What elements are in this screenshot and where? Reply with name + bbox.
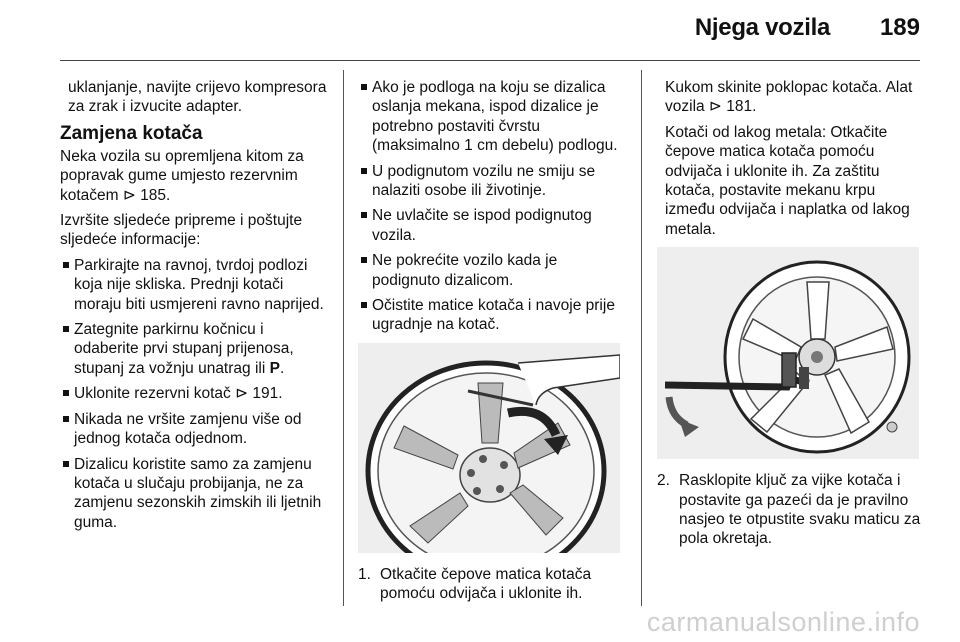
header-rule bbox=[60, 60, 920, 61]
page-number: 189 bbox=[879, 14, 920, 41]
list-item: Uklonite rezervni kotač ⊳ 191. bbox=[60, 384, 332, 403]
step-number: 2. bbox=[657, 472, 670, 490]
paragraph: Izvršite sljedeće pripreme i poštujte sljedeće informacije: bbox=[60, 212, 303, 249]
step-text: Rasklopite ključ za vijke kotača i postavite ga pazeći da je pravilno nasjeo te otpustite svaku maticu za pola okretaja. bbox=[679, 472, 921, 548]
list-item: Očistite matice kotača i navoje prije ugradnje na kotač. bbox=[358, 296, 628, 335]
column-divider bbox=[641, 70, 642, 606]
list-item: Nikada ne vršite zamjenu više od jednog kotača odjednom. bbox=[60, 410, 332, 449]
list-item-end: . bbox=[279, 359, 285, 377]
step-text: Otkačite čepove matica kotača pomoću odvijača i uklonite ih. bbox=[380, 565, 592, 603]
paragraph: Kukom skinite poklopac kotača. Alat vozila ⊳ 181. bbox=[665, 79, 913, 116]
bullet-list bbox=[60, 256, 332, 532]
paragraph: Neka vozila su opremljena kitom za popravak gume umjesto rezervnim kotačem ⊳ 185. bbox=[60, 147, 304, 204]
list-item: Parkirajte na ravnoj, tvrdoj podlozi koja nije skliska. Prednji kotači moraju biti usmjereni ravno naprijed. bbox=[60, 256, 332, 314]
list-item: Dizalicu koristite samo za zamjenu kotača u slučaju probijanja, ne za zamjenu sezonskih zimskih ili ljetnih guma. bbox=[60, 455, 332, 533]
list-item: Ne pokrećite vozilo kada je podignuto dizalicom. bbox=[358, 251, 628, 290]
watermark: carmanualsonline.info bbox=[646, 607, 920, 637]
section-title: Zamjena kotača bbox=[60, 122, 203, 144]
column-2 bbox=[358, 78, 628, 610]
paragraph: Kotači od lakog metala: Otkačite čepove matica kotača pomoću odvijača i uklonite ih. Za zaštitu kotača, postavite mekanu krpu između odvijača i naplatka od lakog metala. bbox=[665, 123, 910, 238]
list-item: Ne uvlačite se ispod podignutog vozila. bbox=[358, 206, 628, 245]
list-item: Ako je podloga na koju se dizalica oslanja mekana, ispod dizalice je potrebno postaviti čvrstu (maksimalno 1 cm debelu) podlogu. bbox=[358, 78, 628, 156]
page-title: Njega vozila bbox=[694, 14, 830, 41]
wrench-drawing bbox=[657, 247, 919, 459]
step-number: 1. bbox=[358, 565, 371, 583]
wheel-cover-illustration bbox=[358, 343, 620, 553]
column-1 bbox=[60, 78, 332, 538]
step-1 bbox=[358, 565, 628, 604]
list-item: U podignutom vozilu ne smiju se nalaziti osobe ili životinje. bbox=[358, 162, 628, 201]
list-item-text: Zategnite parkirnu kočnicu i odaberite prvi stupanj prijenosa, stupanj za vožnju unatrag ili bbox=[74, 321, 294, 377]
intro-continued: uklanjanje, navijte crijevo kompresora za zrak i izvucite adapter. bbox=[68, 79, 327, 116]
step-2 bbox=[657, 471, 925, 549]
list-item bbox=[60, 320, 332, 378]
wheel-cover-drawing bbox=[358, 343, 620, 553]
column-3 bbox=[657, 78, 925, 555]
page-header bbox=[0, 0, 960, 60]
bullet-list bbox=[358, 78, 628, 335]
gear-letter: P bbox=[269, 359, 280, 377]
wrench-illustration bbox=[657, 247, 919, 459]
column-divider bbox=[343, 70, 344, 606]
